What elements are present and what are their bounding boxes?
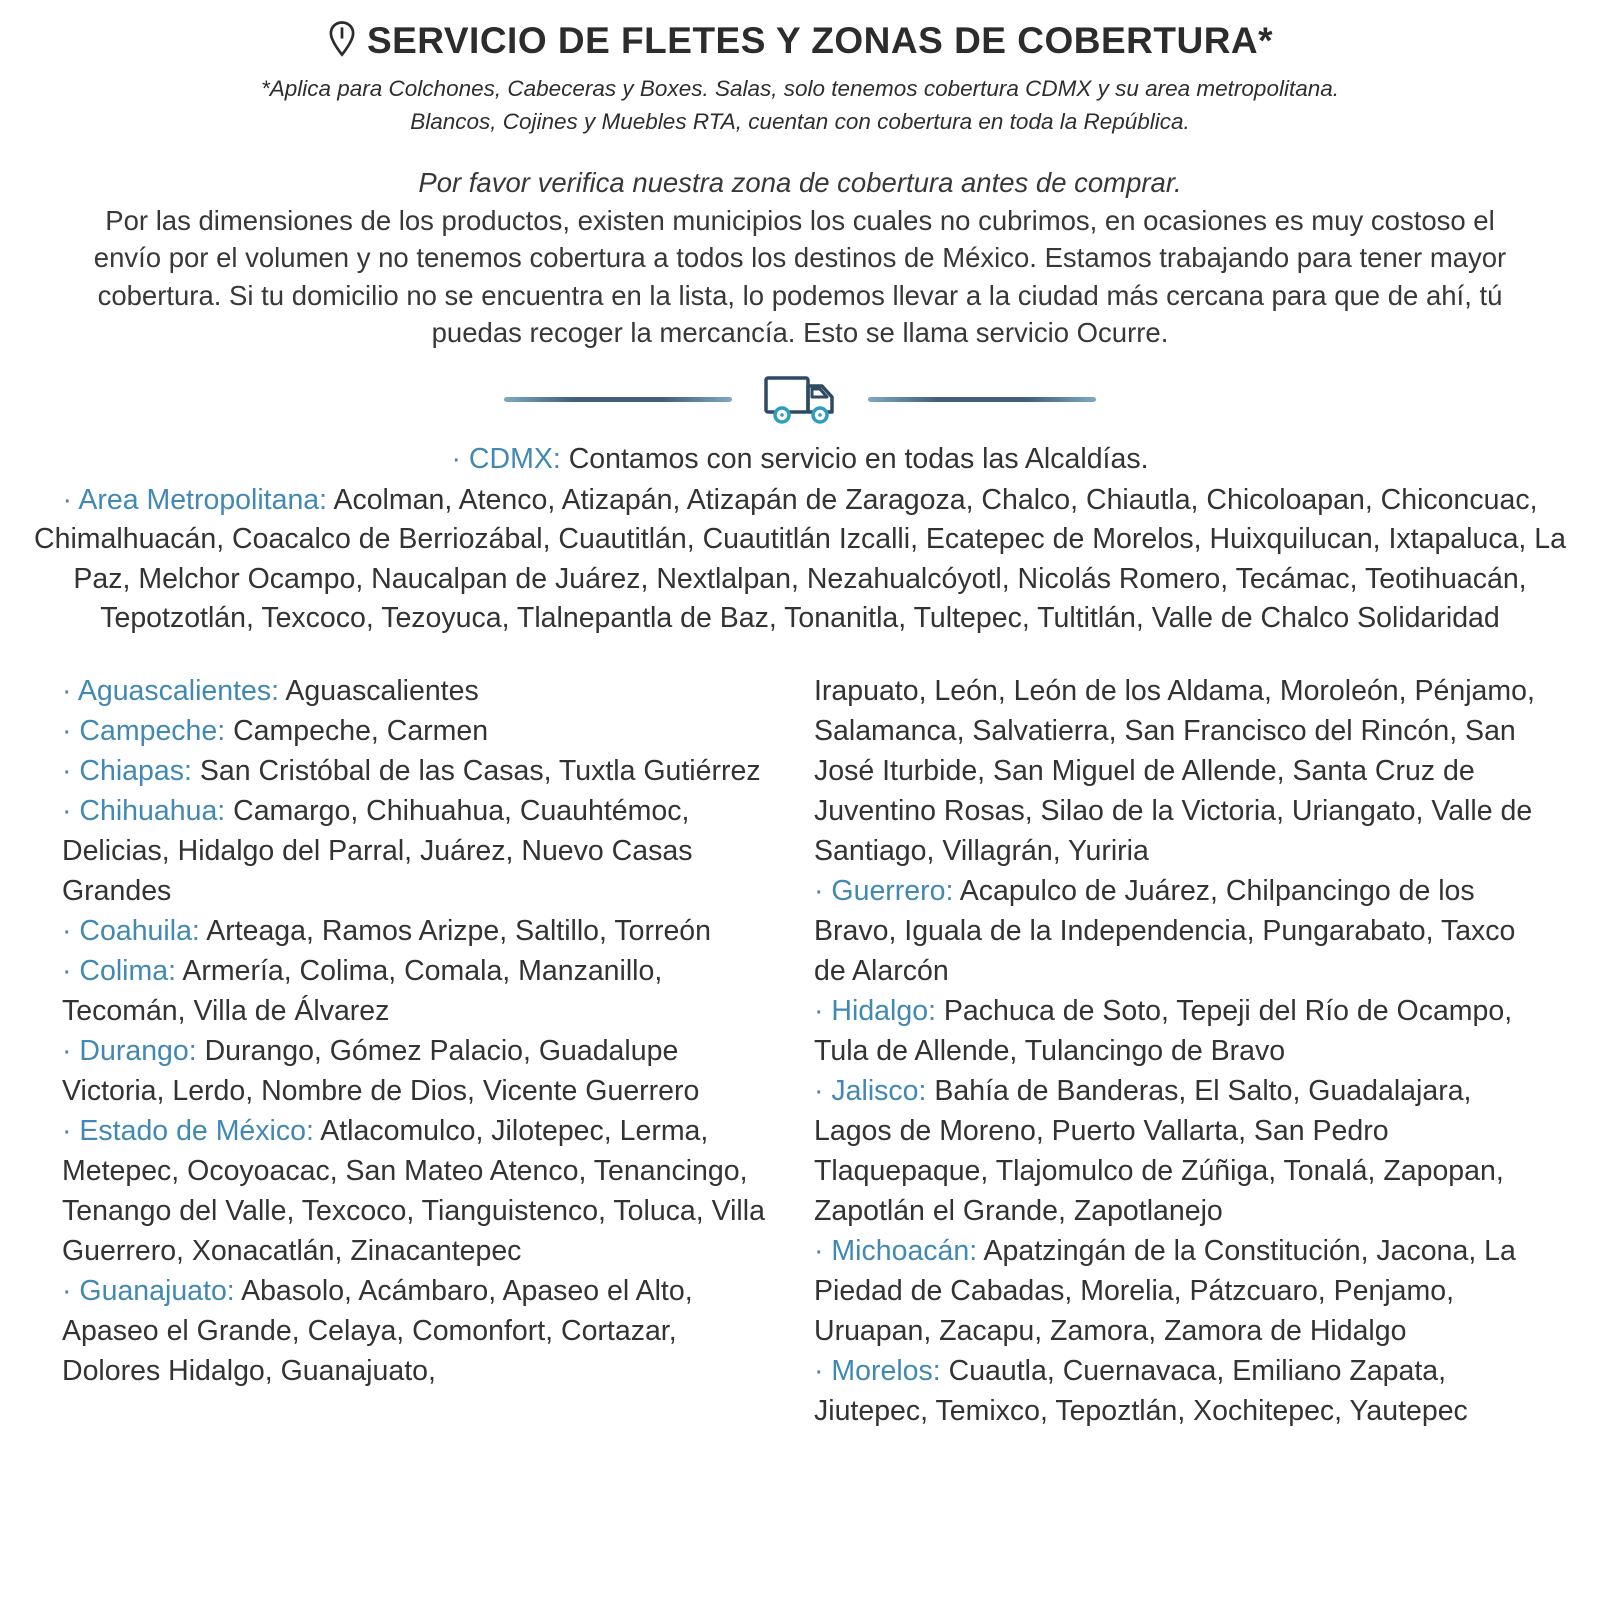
state-entry — [62, 1111, 774, 1271]
states-column-left — [62, 671, 774, 1431]
state-entry — [62, 1271, 774, 1391]
state-label: Chiapas: — [79, 754, 200, 787]
cities-list: San Cristóbal de las Casas, Tuxtla Gutiérrez — [199, 754, 761, 787]
metro-label: Area Metropolitana: — [78, 483, 328, 516]
state-entry — [62, 671, 774, 711]
bullet-icon: · — [814, 1354, 832, 1387]
state-entry — [814, 1071, 1545, 1231]
bullet-icon: · — [62, 794, 80, 827]
subtitle-line-1: *Aplica para Colchones, Cabeceras y Boxes. Salas, solo tenemos cobertura CDMX y su area metropolitana. — [260, 76, 1340, 101]
cities-list: Apatzingán de la Constitución, Jacona, La Piedad de Cabadas, Morelia, Pátzcuaro, Penjamo, Uruapan, Zacapu, Zamora, Zamora de Hidalgo — [814, 1234, 1516, 1347]
cities-list: Pachuca de Soto, Tepeji del Río de Ocampo, Tula de Allende, Tulancingo de Bravo — [814, 994, 1513, 1067]
delivery-truck-icon — [756, 372, 844, 428]
cities-list: Camargo, Chihuahua, Cuauhtémoc, Delicias, Hidalgo del Parral, Juárez, Nuevo Casas Grandes — [62, 794, 693, 907]
state-label: Hidalgo: — [831, 994, 944, 1027]
cities-list: Campeche, Carmen — [233, 714, 489, 747]
location-pin-icon — [327, 20, 357, 62]
bullet-icon: · — [62, 1114, 80, 1147]
state-label: Colima: — [79, 954, 183, 987]
cdmx-coverage-line — [0, 440, 1600, 479]
state-label: Morelos: — [831, 1354, 949, 1387]
intro-lead: Por favor verifica nuestra zona de cobertura antes de comprar. — [418, 167, 1182, 198]
cities-list: Cuautla, Cuernavaca, Emiliano Zapata, Jiutepec, Temixco, Tepoztlán, Xochitepec, Yautepec — [814, 1354, 1468, 1427]
cities-list: Durango, Gómez Palacio, Guadalupe Victoria, Lerdo, Nombre de Dios, Vicente Guerrero — [62, 1034, 700, 1107]
bullet-icon: · — [62, 954, 80, 987]
intro-paragraph — [0, 164, 1600, 352]
cities-list: Aguascalientes — [285, 674, 479, 707]
bullet-icon: · — [814, 1234, 832, 1267]
cdmx-text: Contamos con servicio en todas las Alcaldías. — [568, 442, 1149, 475]
state-label: Coahuila: — [79, 914, 207, 947]
section-divider — [0, 372, 1600, 428]
cities-list: Abasolo, Acámbaro, Apaseo el Alto, Apaseo el Grande, Celaya, Comonfort, Cortazar, Dolores Hidalgo, Guanajuato, — [62, 1274, 693, 1387]
state-entry — [62, 711, 774, 751]
state-entry — [62, 1031, 774, 1111]
state-entry — [814, 1351, 1545, 1431]
states-coverage-list — [0, 671, 1600, 1431]
bullet-icon: · — [814, 1074, 832, 1107]
metro-cities: Acolman, Atenco, Atizapán, Atizapán de Zaragoza, Chalco, Chiautla, Chicoloapan, Chiconcuac, Chimalhuacán, Coacalco de Berriozábal, Cuautitlán, Cuautitlán Izcalli, Ecatepec de Morelos, Huixquilucan, Ixtapaluca, La Paz, Melchor Ocampo, Naucalpan de Juárez, Nextlalpan, Nezahualcóyotl, Nicolás Romero, Tecámac, Teotihuacán, Tepotzotlán, Texcoco, Tezoyuca, Tlalnepantla de Baz, Tonanitla, Tultepec, Tultitlán, Valle de Chalco Solidaridad — [34, 483, 1566, 634]
cities-list: Atlacomulco, Jilotepec, Lerma, Metepec, Ocoyoacac, San Mateo Atenco, Tenancingo, Tenango del Valle, Texcoco, Tianguistenco, Toluca, Villa Guerrero, Xonacatlán, Zinacantepec — [62, 1114, 765, 1267]
bullet-icon: · — [451, 442, 461, 475]
state-label: Estado de México: — [79, 1114, 321, 1147]
state-entry — [62, 951, 774, 1031]
bullet-icon: · — [62, 714, 80, 747]
bullet-icon: · — [814, 874, 832, 907]
cities-list: Bahía de Banderas, El Salto, Guadalajara, Lagos de Moreno, Puerto Vallarta, San Pedro Tlaquepaque, Tlajomulco de Zúñiga, Tonalá, Zapopan, Zapotlán el Grande, Zapotlanejo — [814, 1074, 1504, 1227]
cities-list: Armería, Colima, Comala, Manzanillo, Tecomán, Villa de Álvarez — [62, 954, 663, 1027]
cities-list: Irapuato, León, León de los Aldama, Moroleón, Pénjamo, Salamanca, Salvatierra, San Francisco del Rincón, San José Iturbide, San Miguel de Allende, Santa Cruz de Juventino Rosas, Silao de la Victoria, Uriangato, Valle de Santiago, Villagrán, Yuriria — [814, 674, 1535, 867]
divider-rule-left — [504, 397, 732, 402]
state-entry — [814, 671, 1545, 871]
state-label: Jalisco: — [831, 1074, 935, 1107]
state-label: Campeche: — [79, 714, 234, 747]
bullet-icon: · — [62, 674, 78, 707]
page-title-text: SERVICIO DE FLETES Y ZONAS DE COBERTURA* — [366, 20, 1274, 61]
state-label: Chihuahua: — [79, 794, 234, 827]
cdmx-label: CDMX: — [468, 442, 561, 475]
state-label: Guerrero: — [831, 874, 960, 907]
cities-list: Acapulco de Juárez, Chilpancingo de los Bravo, Iguala de la Independencia, Pungarabato, Taxco de Alarcón — [814, 874, 1516, 987]
state-entry — [62, 911, 774, 951]
state-label: Michoacán: — [831, 1234, 984, 1267]
cities-list: Arteaga, Ramos Arizpe, Saltillo, Torreón — [206, 914, 711, 947]
bullet-icon: · — [62, 1274, 80, 1307]
subtitle-line-2: Blancos, Cojines y Muebles RTA, cuentan con cobertura en toda la República. — [410, 109, 1190, 134]
state-entry — [62, 751, 774, 791]
state-label: Durango: — [79, 1034, 205, 1067]
state-entry — [814, 1231, 1545, 1351]
state-entry — [814, 991, 1545, 1071]
bullet-icon: · — [62, 914, 80, 947]
states-column-right — [814, 671, 1545, 1431]
state-label: Guanajuato: — [79, 1274, 242, 1307]
state-label: Aguascalientes: — [77, 674, 286, 707]
intro-body: Por las dimensiones de los productos, existen municipios los cuales no cubrimos, en ocasiones es muy costoso el envío por el volumen y no tenemos cobertura a todos los destinos de México. Estamos trabajando para tener mayor cobertura. Si tu domicilio no se encuentra en la lista, lo podemos llevar a la ciudad más cercana para que de ahí, tú puedas recoger la mercancía. Esto se llama servicio Ocurre. — [93, 204, 1507, 348]
metro-coverage-paragraph — [0, 481, 1600, 639]
bullet-icon: · — [814, 994, 832, 1027]
bullet-icon: · — [62, 1034, 80, 1067]
bullet-icon: · — [62, 754, 80, 787]
divider-rule-right — [868, 397, 1096, 402]
page-title — [0, 0, 1600, 62]
state-entry — [814, 871, 1545, 991]
bullet-icon: · — [62, 483, 72, 516]
applicability-note — [0, 72, 1600, 138]
state-entry — [62, 791, 774, 911]
